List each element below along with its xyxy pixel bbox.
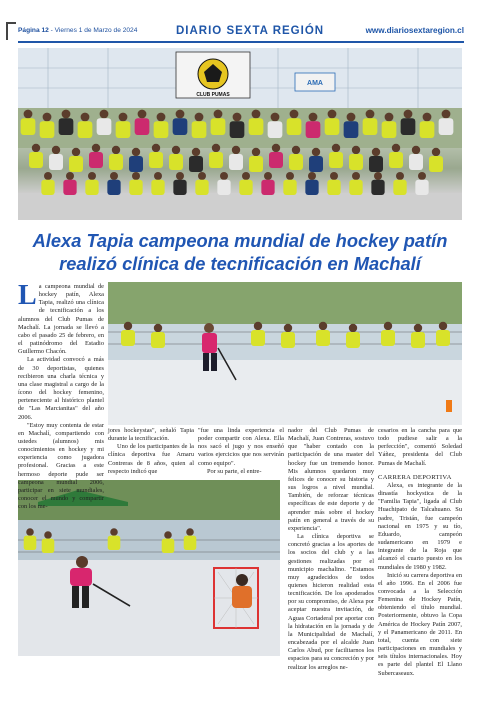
player-back-row-body xyxy=(325,118,340,135)
player-front-row-head xyxy=(264,172,272,180)
article-column-5 xyxy=(378,427,462,678)
practice-player-head xyxy=(44,531,52,539)
player-back-row-head xyxy=(24,110,33,119)
player-mid-row-head xyxy=(72,148,80,156)
article-column-2 xyxy=(108,427,194,476)
practice-player-head xyxy=(110,528,118,536)
player-mid-row-body xyxy=(89,152,103,168)
subheading: CARRERA DEPORTIVA xyxy=(378,473,452,481)
player-back-row-head xyxy=(214,110,223,119)
player-back-row-head xyxy=(157,113,166,122)
player-front-row-head xyxy=(308,172,316,180)
player-front-row-body xyxy=(283,180,296,195)
player-mid-row-head xyxy=(92,144,100,152)
player-mid-row-body xyxy=(129,156,143,172)
player-mid-row-head xyxy=(352,146,360,154)
player-mid-row-head xyxy=(432,148,440,156)
player-front-row-body xyxy=(327,180,340,195)
player-mid-row-body xyxy=(329,152,343,168)
player-back-row-body xyxy=(363,118,378,135)
player-back-row-body xyxy=(306,121,321,138)
paragraph: Por su parte, el entre- xyxy=(207,467,262,475)
player-front-row-body xyxy=(261,180,274,195)
player-mid-row-head xyxy=(332,144,340,152)
player-front-row-head xyxy=(44,172,52,180)
court-photo-illustration xyxy=(108,282,462,425)
player-front-row-body xyxy=(195,180,208,195)
player-front-row-body xyxy=(217,180,230,195)
player-mid-row-head xyxy=(172,146,180,154)
player-front-row-head xyxy=(198,172,206,180)
player-back-row-body xyxy=(401,118,416,135)
paragraph: Uno de los participantes de la clínica deportiva fue Amaru Contreras de 8 años, quien al respecto indicó que xyxy=(108,443,194,475)
player-back-row-head xyxy=(138,110,147,119)
player-back-row-head xyxy=(176,110,185,119)
player-front-row-head xyxy=(176,172,184,180)
page-number: Página 12 xyxy=(18,27,49,34)
website-link[interactable]: www.diariosextaregion.cl xyxy=(365,26,464,35)
court-player-body xyxy=(121,330,135,346)
crop-mark xyxy=(6,22,16,24)
masthead: DIARIO SEXTA REGIÓN xyxy=(176,25,325,37)
player-mid-row-body xyxy=(109,154,123,170)
player-mid-row-body xyxy=(409,154,423,170)
article-column-4 xyxy=(288,427,374,672)
player-back-row-body xyxy=(21,118,36,135)
practice-player-body xyxy=(162,539,175,553)
paragraph: "fue una linda experiencia el poder compartir con Alexa. Ella nos sacó el jugo y nos enseñó varios ejercicios que nos servirán como equipo". xyxy=(198,427,284,467)
player-mid-row-head xyxy=(52,146,60,154)
article-column-3 xyxy=(198,427,284,476)
player-mid-row-head xyxy=(272,144,280,152)
paragraph: Alexa, es integrante de la dinastía hockystica de la "Familia Tapia", ligada al Club Huachipato de Talcahuano. Su padre, Tristán, fue campeón nacional en 1975 y su tío, Eduardo, campeón sudamericano en 1979 e integrante de la Roja que alcanzó el cuarto puesto en los mundiales de 1980 y 1982. xyxy=(378,481,462,571)
player-back-row-body xyxy=(116,121,131,138)
player-mid-row-body xyxy=(229,154,243,170)
player-mid-row-head xyxy=(152,144,160,152)
player-back-row-head xyxy=(385,113,394,122)
player-mid-row-head xyxy=(392,144,400,152)
player-back-row-body xyxy=(192,121,207,138)
court-player-body xyxy=(411,332,425,348)
court-player-body xyxy=(251,330,265,346)
player-mid-row-head xyxy=(112,146,120,154)
player-front-row-body xyxy=(173,180,186,195)
practice-player-body xyxy=(108,536,121,550)
sponsor-sign-text: AMA xyxy=(307,80,323,87)
player-mid-row-head xyxy=(372,148,380,156)
player-front-row-body xyxy=(151,180,164,195)
player-back-row-head xyxy=(252,110,261,119)
player-mid-row-body xyxy=(169,154,183,170)
player-back-row-head xyxy=(404,110,413,119)
player-front-row-body xyxy=(415,180,428,195)
player-back-row-head xyxy=(119,113,128,122)
player-mid-row-body xyxy=(49,154,63,170)
player-back-row-body xyxy=(211,118,226,135)
player-front-row-head xyxy=(154,172,162,180)
player-mid-row-body xyxy=(69,156,83,172)
player-back-row-body xyxy=(382,121,397,138)
practice-player-body xyxy=(42,539,55,553)
player-front-row-head xyxy=(88,172,96,180)
player-front-row-head xyxy=(352,172,360,180)
court-player-body xyxy=(346,332,360,348)
player-mid-row-head xyxy=(132,148,140,156)
court-player-head xyxy=(384,322,392,330)
crop-mark xyxy=(6,22,8,40)
team-photo-illustration xyxy=(18,48,462,220)
player-mid-row-head xyxy=(312,148,320,156)
clinic-court-photo xyxy=(108,282,462,425)
practice-player-head xyxy=(164,531,172,539)
player-front-row-head xyxy=(418,172,426,180)
court-player-head xyxy=(414,324,422,332)
court-player-head xyxy=(124,322,132,330)
court-player-body xyxy=(316,330,330,346)
player-front-row-head xyxy=(220,172,228,180)
player-back-row-body xyxy=(78,121,93,138)
player-mid-row-body xyxy=(349,154,363,170)
player-back-row-body xyxy=(287,118,302,135)
player-front-row-body xyxy=(393,180,406,195)
player-back-row-head xyxy=(100,110,109,119)
page-header xyxy=(18,25,464,41)
club-banner-text: CLUB PUMAS xyxy=(196,92,230,98)
court-player-body xyxy=(281,332,295,348)
player-mid-row-head xyxy=(192,148,200,156)
practice-player-body xyxy=(24,536,37,550)
paragraph: "Estoy muy contenta de estar en Machalí, compartiendo con ustedes (alumnos) mis conocimientos en hockey y mi experiencia como jugadora profesional. Gracias a este hermoso deporte pude ser campeona mundial 2006, participar en siete mundiales, conocer el mundo y compartir con los me- xyxy=(18,421,104,511)
player-front-row-body xyxy=(129,180,142,195)
player-mid-row-body xyxy=(189,156,203,172)
player-front-row-head xyxy=(110,172,118,180)
court-player-body xyxy=(381,330,395,346)
court-player-head xyxy=(284,324,292,332)
player-back-row-body xyxy=(249,118,264,135)
player-back-row-body xyxy=(420,121,435,138)
player-front-row-head xyxy=(242,172,250,180)
player-front-row-head xyxy=(132,172,140,180)
player-mid-row-head xyxy=(212,144,220,152)
player-back-row-body xyxy=(154,121,169,138)
court-player-head xyxy=(154,324,162,332)
player-back-row-body xyxy=(268,121,283,138)
player-back-row-body xyxy=(173,118,188,135)
player-mid-row-head xyxy=(292,146,300,154)
player-back-row-head xyxy=(366,110,375,119)
player-mid-row-head xyxy=(232,146,240,154)
player-back-row-body xyxy=(230,121,245,138)
issue-date: - Viernes 1 de Marzo de 2024 xyxy=(48,27,138,34)
player-back-row-body xyxy=(439,118,454,135)
player-mid-row-body xyxy=(209,152,223,168)
player-front-row-body xyxy=(305,180,318,195)
practice-player-head xyxy=(26,528,34,536)
player-back-row-body xyxy=(40,121,55,138)
player-front-row-body xyxy=(107,180,120,195)
player-back-row-head xyxy=(271,113,280,122)
player-front-row-body xyxy=(349,180,362,195)
player-front-row-head xyxy=(66,172,74,180)
player-back-row-head xyxy=(309,113,318,122)
player-back-row-head xyxy=(423,113,432,122)
player-mid-row-body xyxy=(29,152,43,168)
paragraph: jores hockeystas", señaló Tapia durante la tecnificación. xyxy=(108,427,194,443)
player-back-row-head xyxy=(290,110,299,119)
player-back-row-head xyxy=(233,113,242,122)
drop-cap: L xyxy=(18,280,37,311)
court-player-head xyxy=(319,322,327,330)
player-front-row-body xyxy=(371,180,384,195)
player-mid-row-body xyxy=(369,156,383,172)
paragraph: a campeona mundial de hockey patín, Alexa Tapia, realizó una clínica de tecnificación a los alumnos del Club Pumas de Machalí. La jornada se llevó a cabo el pasado 25 de febrero, en el patinódromo del Estadio Guillermo Chacón. xyxy=(18,283,104,356)
player-front-row-head xyxy=(396,172,404,180)
practice-player-head xyxy=(186,528,194,536)
player-back-row-head xyxy=(81,113,90,122)
player-back-row-body xyxy=(135,118,150,135)
header-rule xyxy=(18,41,464,43)
player-mid-row-body xyxy=(429,156,443,172)
court-player-head xyxy=(254,322,262,330)
player-back-row-head xyxy=(43,113,52,122)
player-front-row-head xyxy=(286,172,294,180)
team-group-photo xyxy=(18,48,462,220)
page-info xyxy=(18,27,137,34)
player-mid-row-body xyxy=(249,156,263,172)
player-back-row-body xyxy=(97,118,112,135)
player-front-row-head xyxy=(374,172,382,180)
player-mid-row-body xyxy=(289,154,303,170)
player-mid-row-body xyxy=(389,152,403,168)
player-front-row-body xyxy=(63,180,76,195)
player-mid-row-body xyxy=(309,156,323,172)
player-mid-row-body xyxy=(149,152,163,168)
paragraph: La actividad convocó a más de 30 deportistas, quienes recibieron una charla técnica y una clase magistral a cargo de la ícono del hockey femenino, perteneciente al histórico plantel de "Las Marcianitas" del año 2006. xyxy=(18,356,104,421)
article-column-1 xyxy=(18,280,104,511)
player-front-row-head xyxy=(330,172,338,180)
paragraph: Inició su carrera deportiva en el año 1996. En el 2006 fue convocada a la Selección Femenina de Hockey Patín, obteniendo el título mundial. Posteriormente, obtuvo la Copa América de Hockey Patín 2007, y el Panamericano de 2011. En total, cuenta con siete participaciones en mundiales y seis títulos internacionales. Hoy es parte del plantel El Llano Subercaseaux. xyxy=(378,571,462,677)
article-headline: Alexa Tapia campeona mundial de hockey patín realizó clínica de tecnificación en Machalí xyxy=(32,230,448,274)
player-front-row-body xyxy=(41,180,54,195)
player-mid-row-head xyxy=(412,146,420,154)
player-mid-row-body xyxy=(269,152,283,168)
player-back-row-body xyxy=(59,118,74,135)
player-back-row-body xyxy=(344,121,359,138)
player-back-row-head xyxy=(62,110,71,119)
player-back-row-head xyxy=(195,113,204,122)
player-front-row-body xyxy=(85,180,98,195)
player-back-row-head xyxy=(328,110,337,119)
paragraph: La clínica deportiva se concretó gracias a los aportes de los socios del club y a las gestiones realizadas por el municipio machalino. "Estamos muy agradecidos de todos quienes hicieron realidad esta tecnificación. De los apoderados por su compromiso, de Alexa por aceptar nuestra invitación, de Aguas Cortaderal por aportar con la hidratación en la jornada y de la Municipalidad de Machalí, encabezada por el alcalde Juan Carlos Abud, por facilitarnos los espacios para su concreción y por realizar los arreglos ne- xyxy=(288,533,374,671)
player-mid-row-head xyxy=(32,144,40,152)
practice-player-body xyxy=(184,536,197,550)
court-player-body xyxy=(151,332,165,348)
paragraph: nador del Club Pumas de Machalí, Juan Contreras, sostuvo que "haber contado con la participación de una master del hockey fue un tremendo honor. Mis alumnos quedaron muy felices de conocer su historia y sus logros a nivel mundial. También, de reforzar técnicas específicas de este deporte y de aprender más sobre el hockey patín en general a través de su experiencia". xyxy=(288,427,374,532)
court-player-body xyxy=(436,330,450,346)
player-mid-row-head xyxy=(252,148,260,156)
player-back-row-head xyxy=(442,110,451,119)
player-front-row-body xyxy=(239,180,252,195)
court-player-head xyxy=(439,322,447,330)
court-player-head xyxy=(349,324,357,332)
player-back-row-head xyxy=(347,113,356,122)
paragraph: cesarios en la cancha para que todo pudiese salir a la perfección", comentó Soledad Yáñez, presidenta del Club Pumas de Machalí. xyxy=(378,427,462,467)
